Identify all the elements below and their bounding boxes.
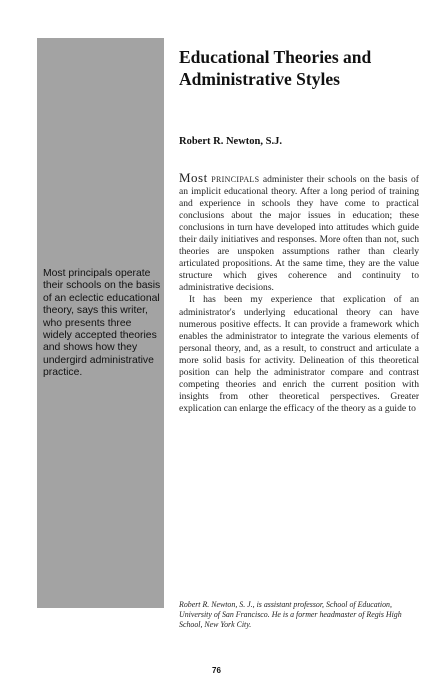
body-paragraph-1	[179, 172, 419, 294]
article-author: Robert R. Newton, S.J.	[179, 136, 282, 147]
article-body	[179, 172, 419, 415]
pull-quote-sidebar	[37, 38, 164, 608]
author-footnote: Robert R. Newton, S. J., is assistant professor, School of Education, University of San Francisco. He is a former headmaster of Regis High School, New York City.	[179, 600, 402, 629]
opening-word: Most	[179, 170, 208, 185]
article-title: Educational Theories and Administrative Styles	[179, 47, 372, 89]
page-number: 76	[212, 666, 221, 675]
pull-quote-text: Most principals operate their schools on the basis of an eclectic educational theory, says this writer, who presents three widely accepted theories and shows how they undergird administrative practice.	[43, 268, 161, 379]
paragraph-1-text: administer their schools on the basis of an implicit educational theory. After a long period of training and experience in schools they have come to practical conclusions about the major issues in education; these conclusions in turn have developed into attitudes which guide their daily initiatives and responses. More often than not, such theories are unspoken assumptions rather than clearly articulated propositions. At the same time, they are the value structure which gives coherence and continuity to administrative decisions.	[179, 174, 419, 294]
opening-smallcaps: principals	[211, 173, 260, 185]
body-paragraph-2: It has been my experience that explication of an administrator's underlying educational theory can have numerous positive effects. It can provide a framework which enables the administrator to integrate the various elements of personal theory, and, as a result, to construct and articulate a more solid basis for activity. Delineation of this theoretical position can help the administrator compare and contrast competing theories and enrich the current position with insights from other theoretical perspectives. Greater explication can enlarge the efficacy of the theory as a guide to	[179, 294, 419, 414]
